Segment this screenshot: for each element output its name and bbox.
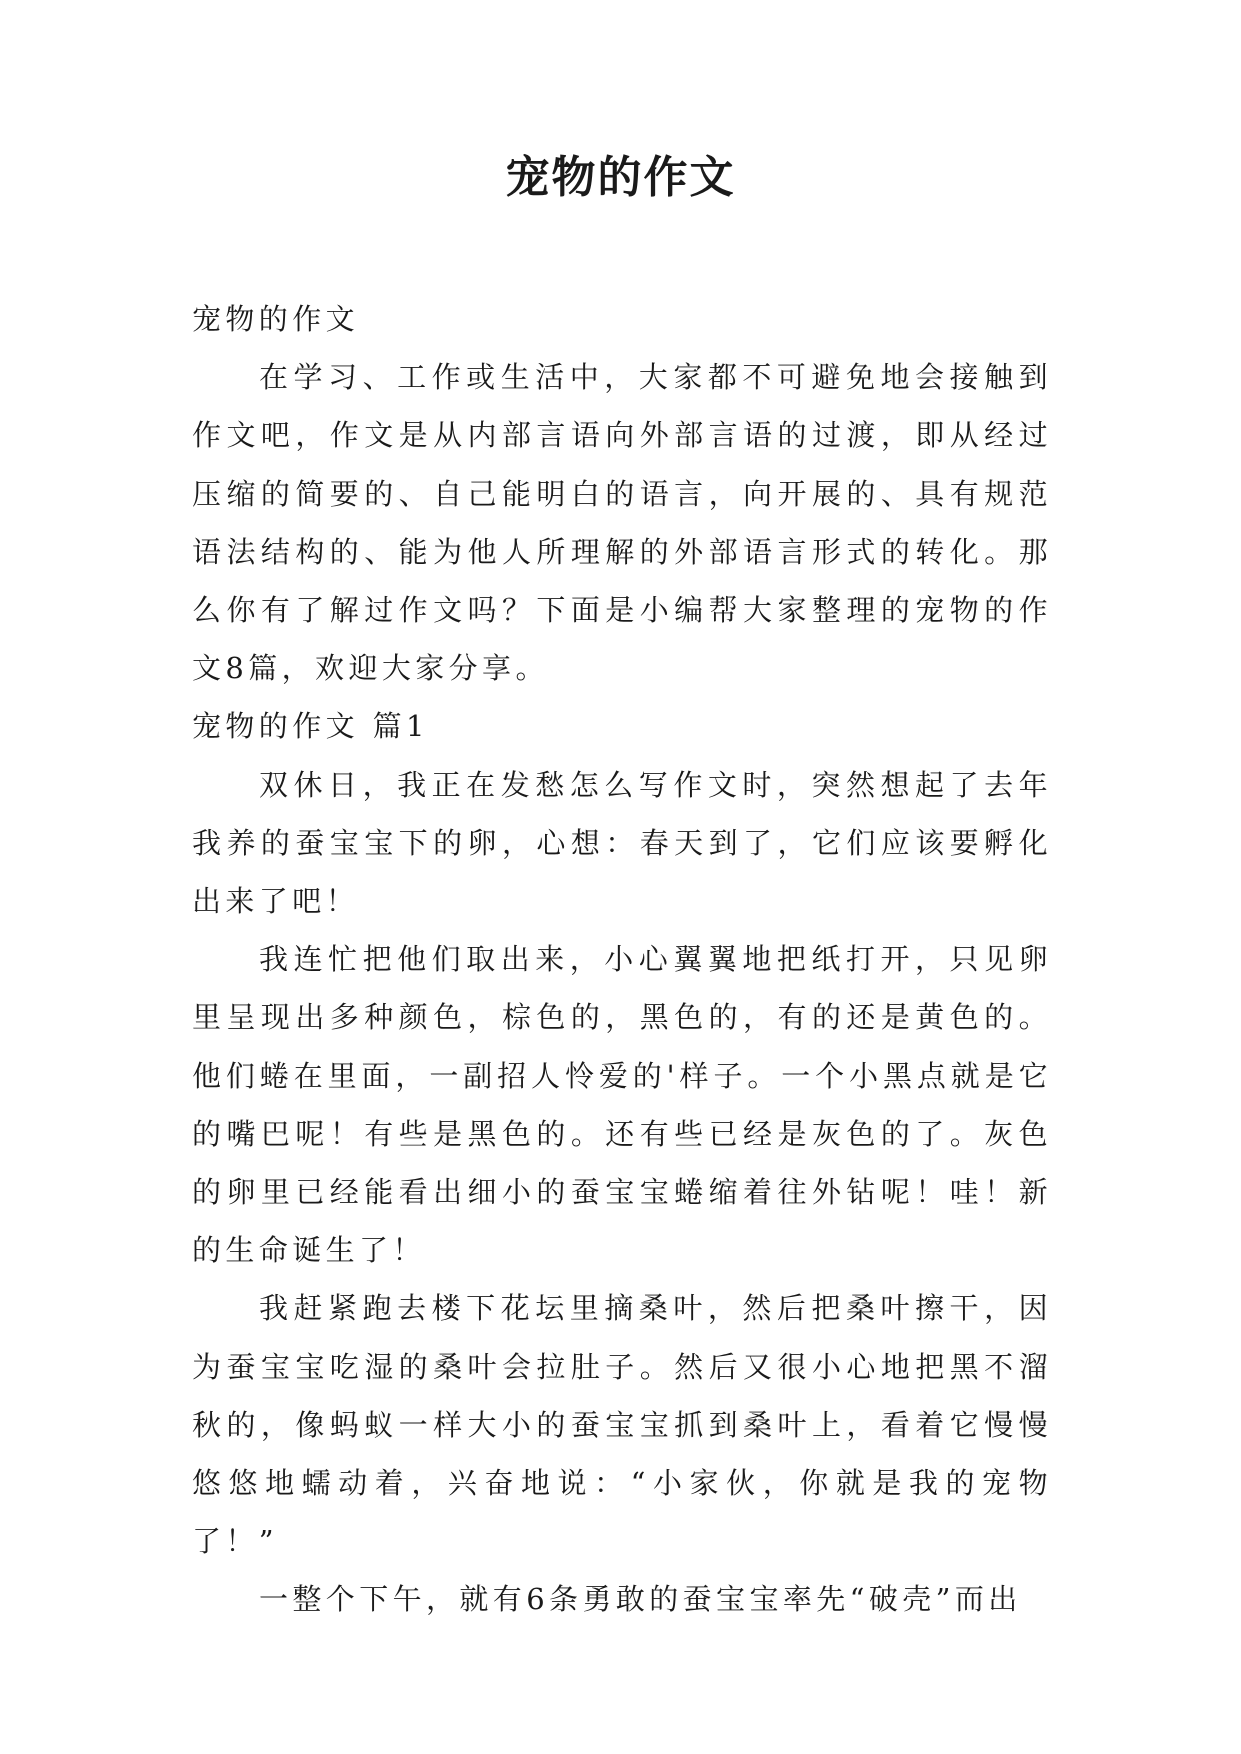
document-body [192, 290, 1052, 1629]
section-heading: 宠物的作文 [192, 302, 360, 336]
body-paragraph: 一整个下午，就有6条勇敢的蚕宝宝率先“破壳”而出 [259, 1582, 1022, 1617]
body-paragraph: 我连忙把他们取出来，小心翼翼地把纸打开，只见卵里呈现出多种颜色，棕色的，黑色的，有的还是黄色的。他们蜷在里面，一副招人怜爱的'样子。一个小黑点就是它的嘴巴呢！有些是黑色的。还有些已经是灰色的了。灰色的卵里已经能看出细小的蚕宝宝蜷缩着往外钻呢！哇！新的生命诞生了！ [192, 942, 1052, 1268]
body-paragraph: 我赶紧跑去楼下花坛里摘桑叶，然后把桑叶擦干，因为蚕宝宝吃湿的桑叶会拉肚子。然后又很小心地把黑不溜秋的，像蚂蚁一样大小的蚕宝宝抓到桑叶上，看着它慢慢悠悠地蠕动着，兴奋地说：“小家伙，你就是我的宠物了！” [192, 1291, 1052, 1559]
intro-paragraph: 在学习、工作或生活中，大家都不可避免地会接触到作文吧，作文是从内部言语向外部言语的过渡，即从经过压缩的简要的、自己能明白的语言，向开展的、具有规范语法结构的、能为他人所理解的外部语言形式的转化。那么你有了解过作文吗？下面是小编帮大家整理的宠物的作文8篇，欢迎大家分享。 [192, 360, 1052, 686]
document-title: 宠物的作文 [505, 152, 736, 203]
section-heading: 宠物的作文 篇1 [192, 709, 429, 744]
body-paragraph: 双休日，我正在发愁怎么写作文时，突然想起了去年我养的蚕宝宝下的卵，心想：春天到了，它们应该要孵化出来了吧！ [192, 767, 1052, 919]
